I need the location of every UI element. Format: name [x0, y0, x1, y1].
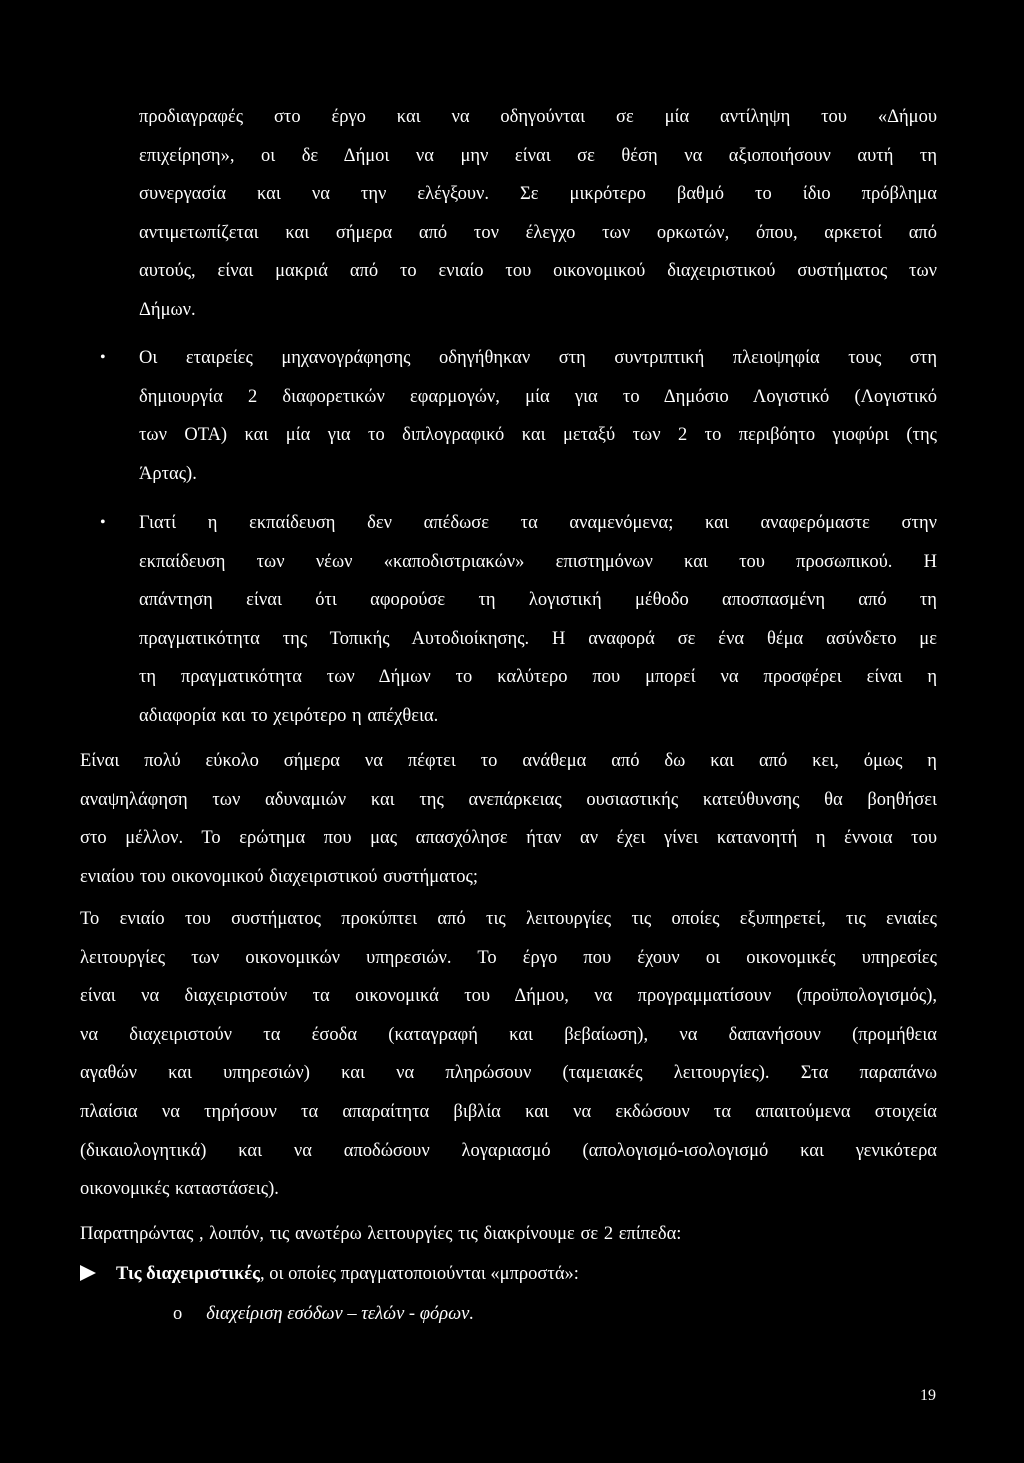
paragraph-3-line: ενιαίου του οικονομικού διαχειριστικού συστήματος; [80, 866, 479, 887]
paragraph-4-line: Το ενιαίο του συστήματος προκύπτει από τις λειτουργίες τις οποίες εξυπηρετεί, τις ενιαίες [80, 909, 937, 929]
paragraph-4-line: αγαθών και υπηρεσιών) και να πληρώσουν (ταμειακές λειτουργίες). Στα παραπάνω [80, 1063, 937, 1084]
sub-item-text: διαχείριση εσόδων – τελών - φόρων. [206, 1304, 474, 1324]
bullet-2-line: τη πραγματικότητα των Δήμων το καλύτερο που μπορεί να προσφέρει είναι η [139, 667, 937, 688]
page-number: 19 [920, 1387, 936, 1404]
arrow-item-bold: Τις διαχειριστικές [116, 1264, 260, 1284]
paragraph-4-line: (δικαιολογητικά) και να αποδώσουν λογαριασμό (απολογισμό-ισολογισμό και γενικότερα [80, 1140, 937, 1161]
bullet-1-marker: • [100, 349, 106, 366]
bullet-2-line: αδιαφορία και το χειρότερο η απέχθεια. [139, 705, 439, 726]
triangle-arrow-icon [80, 1265, 96, 1281]
paragraph-4-line: οικονομικές καταστάσεις). [80, 1179, 279, 1200]
bullet-2-line: εκπαίδευση των νέων «καποδιστριακών» επιστημόνων και του προσωπικού. Η [139, 551, 937, 572]
bullet-2-line: απάντηση είναι ότι αφορούσε τη λογιστική μέθοδο αποσπασμένη από τη [139, 590, 937, 611]
paragraph-5-line: Παρατηρώντας , λοιπόν, τις ανωτέρω λειτουργίες τις διακρίνουμε σε 2 επίπεδα: [80, 1224, 682, 1244]
paragraph-1-line: αντιμετωπίζεται και σήμερα από τον έλεγχο των ορκωτών, όπου, αρκετοί από [139, 222, 937, 243]
bullet-2-line: Γιατί η εκπαίδευση δεν απέδωσε τα αναμενόμενα; και αναφερόμαστε στην [139, 513, 937, 533]
paragraph-4-line: πλαίσια να τηρήσουν τα απαραίτητα βιβλία και να εκδώσουν τα απαιτούμενα στοιχεία [80, 1101, 937, 1122]
arrow-item-text: , οι οποίες πραγματοποιούνται «μπροστά»: [259, 1264, 579, 1284]
paragraph-1-line: συνεργασία και να την ελέγξουν. Σε μικρότερο βαθμό το ίδιο πρόβλημα [139, 184, 937, 205]
bullet-item-2 [139, 504, 937, 736]
paragraph-1-line: επιχείρηση», οι δε Δήμοι να μην είναι σε θέση να αξιοποιήσουν αυτή τη [139, 145, 937, 166]
paragraph-4-line: λειτουργίες των οικονομικών υπηρεσιών. Το έργο που έχουν οι οικονομικές υπηρεσίες [80, 947, 937, 968]
bullet-2-line: πραγματικότητα της Τοπικής Αυτοδιοίκησης. Η αναφορά σε ένα θέμα ασύνδετο με [139, 628, 937, 649]
bullet-1-line: Οι εταιρείες μηχανογράφησης οδηγήθηκαν στη συντριπτική πλειοψηφία τους στη [139, 348, 937, 368]
bullet-item-1 [139, 339, 937, 493]
bullet-1-line: Άρτας). [139, 463, 197, 484]
paragraph-1-line: αυτούς, είναι μακριά από το ενιαίο του οικονομικού διαχειριστικού συστήματος των [139, 261, 937, 282]
paragraph-3-line: στο μέλλον. Το ερώτημα που μας απασχόλησε ήταν αν έχει γίνει κατανοητή η έννοια του [80, 828, 937, 849]
paragraph-4 [80, 900, 937, 1209]
paragraph-4-line: να διαχειριστούν τα έσοδα (καταγραφή και βεβαίωση), να δαπανήσουν (προμήθεια [80, 1024, 937, 1045]
bullet-1-line: των ΟΤΑ) και μία για το διπλογραφικό και μεταξύ των 2 το περιβόητο γιοφύρι (της [139, 425, 937, 446]
paragraph-1-line: προδιαγραφές στο έργο και να οδηγούνται σε μία αντίληψη του «Δήμου [139, 107, 937, 127]
sub-item-marker: ο [173, 1304, 183, 1324]
bullet-2-marker: • [100, 514, 106, 531]
paragraph-1-line: Δήμων. [139, 299, 196, 320]
paragraph-4-line: είναι να διαχειριστούν τα οικονομικά του Δήμου, να προγραμματίσουν (προϋπολογισμός), [80, 986, 937, 1007]
paragraph-5 [80, 1215, 937, 1254]
sub-list-item [173, 1295, 474, 1334]
paragraph-3-line: Είναι πολύ εύκολο σήμερα να πέφτει το ανάθεμα από δω και από κει, όμως η [80, 751, 937, 771]
paragraph-3 [80, 742, 937, 896]
paragraph-3-line: αναψηλάφηση των αδυναμιών και της ανεπάρκειας ουσιαστικής κατεύθυνσης θα βοηθήσει [80, 789, 937, 810]
arrow-list-item [80, 1255, 579, 1294]
bullet-1-line: δημιουργία 2 διαφορετικών εφαρμογών, μία για το Δημόσιο Λογιστικό (Λογιστικό [139, 386, 937, 407]
paragraph-1 [139, 98, 937, 330]
